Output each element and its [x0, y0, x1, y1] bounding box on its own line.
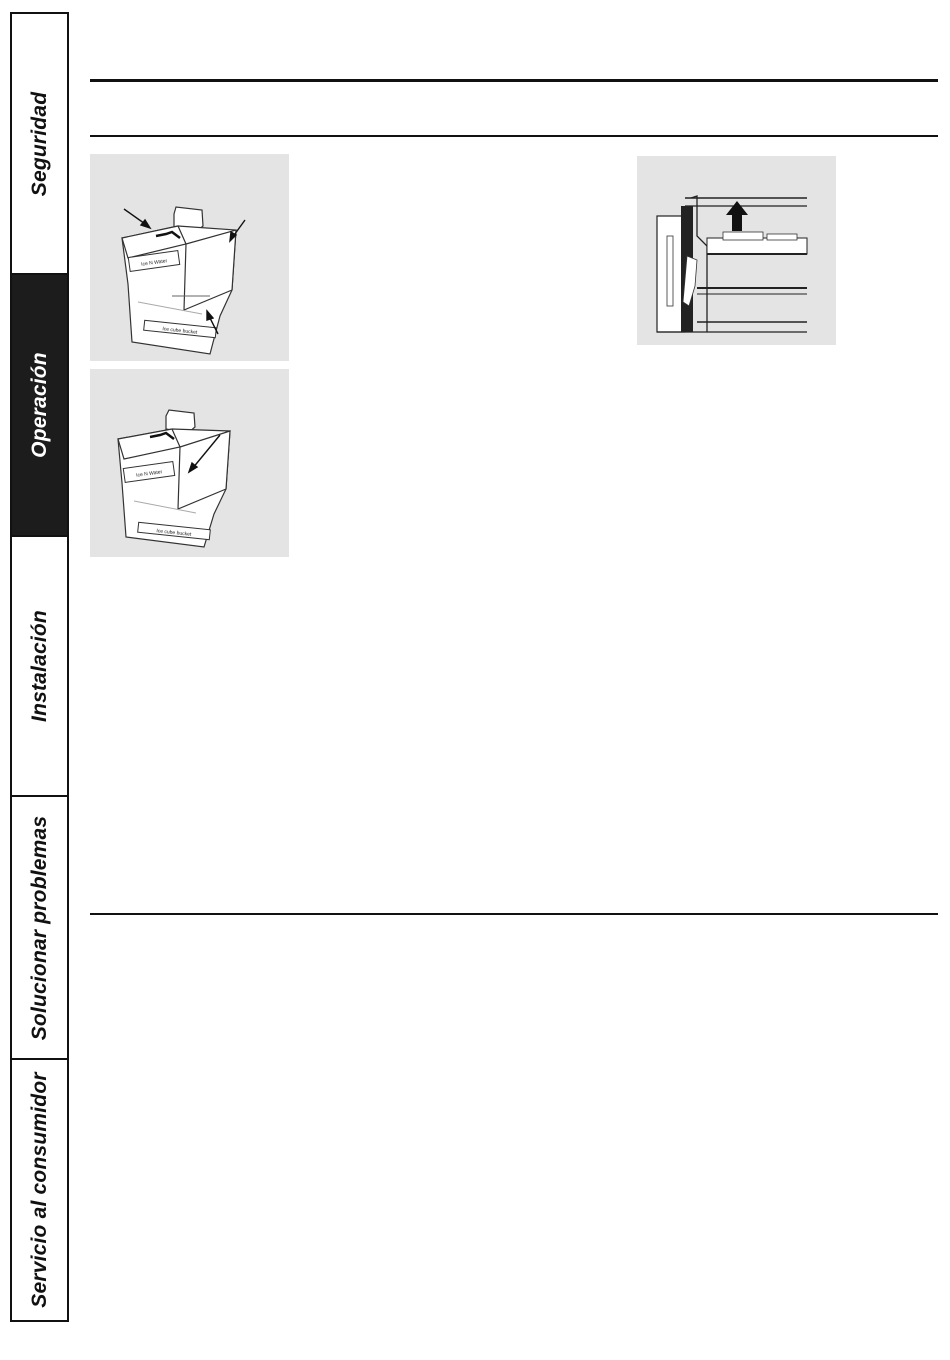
top-rule — [90, 79, 938, 82]
ice-bucket-illustration — [90, 369, 289, 557]
bin-label-text: Ice cube bucket — [156, 528, 192, 538]
tab-label: Solucionar problemas — [27, 815, 51, 1040]
ice-bucket-figure-2 — [90, 369, 289, 557]
front-label-text: Ice N Water — [135, 469, 163, 479]
tab-servicio-al-consumidor[interactable] — [12, 1060, 67, 1320]
header-bottom-rule — [90, 135, 938, 137]
tab-operacion[interactable] — [12, 275, 67, 537]
tab-label: Servicio al consumidor — [27, 1072, 51, 1308]
bin-label-text: Ice cube bucket — [162, 326, 198, 336]
section-tabs — [10, 12, 69, 1322]
shelf-illustration — [637, 156, 836, 345]
tab-instalacion[interactable] — [12, 537, 67, 797]
shelf-removal-figure — [637, 156, 836, 345]
tab-seguridad[interactable] — [12, 14, 67, 275]
tab-solucionar-problemas[interactable] — [12, 797, 67, 1060]
ice-bucket-illustration — [90, 154, 289, 361]
ice-bucket-figure-1 — [90, 154, 289, 361]
tab-label: Operación — [27, 352, 51, 458]
front-label-text: Ice N Water — [140, 258, 168, 268]
tab-label: Instalación — [27, 610, 51, 722]
section-divider-rule — [90, 913, 938, 915]
tab-label: Seguridad — [27, 91, 51, 196]
